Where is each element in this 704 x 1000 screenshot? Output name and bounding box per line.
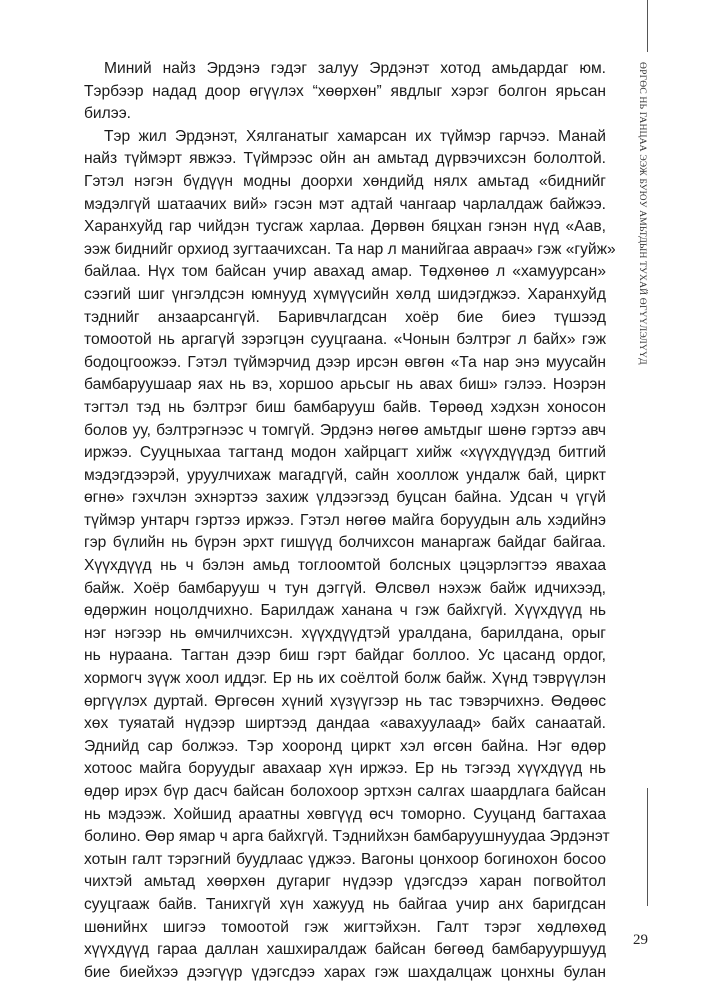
text-line: Хүүхдүүд нь ч бэлэн амьд тоглоомтой болсных цэцэрлэгтээ явахаа <box>84 557 606 575</box>
running-header <box>638 62 658 782</box>
text-line: өгнө» гэхчлэн эхнэртээ захиж үлдээгээд буцсан байна. Удсан ч үгүй <box>84 489 606 507</box>
text-line: тэгтэл тэд нь бэлтрэг биш бамбарууш байв. Төрөөд хэдхэн хоносон <box>84 398 606 416</box>
text-line: байж. Хоёр бамбарууш ч тун дэггүй. Өлсвөл нэхэж байж идчихээд, <box>84 579 606 597</box>
text-line: сээгий шиг үнгэлдсэн юмнууд хүмүүсийн хөлд шидэгджээ. Харанхуйд <box>84 285 606 303</box>
text-line: Харанхуйд гар чийдэн тусгаж харлаа. Дөрвөн бяцхан гэнэн нүд «Аав, <box>84 218 606 236</box>
header-rule-top <box>647 0 648 52</box>
text-line: хормогч зүүж хоол иддэг. Ер нь их соёлтой болж байж. Хүнд тэврүүлэн <box>84 670 606 688</box>
text-line: өдөржин ноцолдчихно. Барилдаж ханана ч гэж байхгүй. Хүүхдүүд нь <box>84 602 606 620</box>
text-line: Миний найз Эрдэнэ гэдэг залуу Эрдэнэт хотод амьдардаг юм. <box>104 60 606 77</box>
text-line: найз түймэрт явжээ. Түймрээс ойн ан амьтад дүрвэчихсэн бололтой. <box>84 150 606 168</box>
text-line: болов уу, бэлтрэгнээс ч томгүй. Эрдэнэ нөгөө амьтдыг шөнө гэртээ авч <box>84 421 606 439</box>
text-line: мэдэгдээрэй, уруулчихаж магадгүй, сайн хооллож ундалж бай, циркт <box>84 466 606 484</box>
text-line: болино. Өөр ямар ч арга байхгүй. Тэднийхэн бамбаруушнуудаа Эрдэнэт <box>84 828 610 846</box>
text-line: Гэтэл нэгэн бүдүүн модны доорхи хөндийд нялх амьтад «биднийг <box>84 172 606 190</box>
text-line: түймэр унтарч гэртээ иржээ. Гэтэл нөгөө майга боруудын аль хэдийнэ <box>84 511 606 529</box>
text-line: Эднийд сар болжээ. Тэр хооронд циркт хэл өгсөн байна. Нэг өдөр <box>84 737 606 755</box>
text-line: хөх туяатай нүдээр ширтээд дандаа «авахуулаад» байх санаатай. <box>84 715 606 733</box>
text-line: бамбаруушаар яах нь вэ, хоршоо арьсыг нь авах биш» гэлээ. Ноэрэн <box>84 376 606 394</box>
page-number: 29 <box>633 932 648 948</box>
text-line: байлаа. Нүх том байсан учир авахад амар. Төдхөнөө л «хамуурсан» <box>84 263 606 281</box>
text-line: нэг нэгээр нь өмчилчихсэн. хүүхдүүдтэй уралдана, барилдана, орыг <box>84 624 606 642</box>
text-line: нь нураана. Тагтан дээр биш гэрт байдаг боллоо. Ус цасанд ордог, <box>84 647 606 665</box>
header-rule-bottom <box>647 788 648 906</box>
text-line: мэдэлгүй шатаачих вий» гэсэн мэт адтай чангаар чарлалдаж байжээ. <box>84 195 606 213</box>
running-header-text: ӨРГӨС НЬ ГАНЦАА ЭЭЖ БУЮУ АМЬТДЫН ТУХАЙ ӨГҮҮЛЭЛҮҮД <box>637 62 648 365</box>
text-line: хотын галт тэрэгний буудлаас үджээ. Вагоны цонхоор богинохон босоо <box>84 850 606 868</box>
text-line: томоотой нь аргагүй зэрэгцэн сууцгаана. «Чонын бэлтрэг л байх» гэж <box>84 331 606 349</box>
body-text <box>84 58 616 984</box>
text-line: гэр бүлийн нь бүрэн эрхт гишүүд болчихсон манаргаж байдаг байгаа. <box>84 534 606 552</box>
text-line: ээж биднийг орхиод зугтаачихсан. Та нар л манийгаа авраач» гэж «гуйж» <box>84 240 616 258</box>
text-line: чихтэй амьтад хөөрхөн дугариг нүдээр үдэгсдээ харан погвойтол <box>84 873 606 891</box>
text-line: хотоос майга боруудыг авахаар хүн иржээ. Ер нь тэгээд хүүхдүүд нь <box>84 760 606 778</box>
text-line: иржээ. Сууцныхаа тагтанд модон хайрцагт хийж «хүүхдүүдэд битгий <box>84 444 606 462</box>
text-line: бодоцгоожээ. Гэтэл түймэрчид дээр ирсэн өвгөн «Та нар энэ муусайн <box>84 353 606 371</box>
text-line: нь мэдээж. Хойшид араатны хөвгүүд өсч томорно. Сууцанд багтахаа <box>84 805 606 823</box>
text-line: сууцгааж байв. Танихгүй хүн хажууд нь байгаа учир анх баригдсан <box>84 895 606 913</box>
text-line: өдөр ирэх бүр дасч байсан болохоор эртхэн салгах шаардлага байсан <box>84 783 606 800</box>
text-line: Тэрбээр надад доор өгүүлэх “хөөрхөн” явдлыг хэрэг болгон ярьсан <box>84 82 606 100</box>
text-line: өргүүлэх дуртай. Өргөсөн хүний хүзүүгээр нь тас тэвэрчихнэ. Өөдөөс <box>84 692 606 710</box>
text-line: билээ. <box>84 105 131 123</box>
text-line: бие биейхээ дээгүүр үдэгсдээ харах гэж шахдалцаж цонхны булан <box>84 963 606 981</box>
text-line: Тэр жил Эрдэнэт, Хялганатыг хамарсан их түймэр гарчээ. Манай <box>104 127 606 145</box>
text-line: тэднийг анзаарсангүй. Баривчлагдсан хоёр бие биеэ түшээд <box>84 308 606 326</box>
text-line: хүүхдүүд гараа даллан хашхиралдаж байсан бөгөөд бамбарууршууд <box>84 941 606 959</box>
text-line: шөнийнх шигээ томоотой гэж жигтэйхэн. Галт тэрэг хөдлөхөд <box>84 918 606 936</box>
